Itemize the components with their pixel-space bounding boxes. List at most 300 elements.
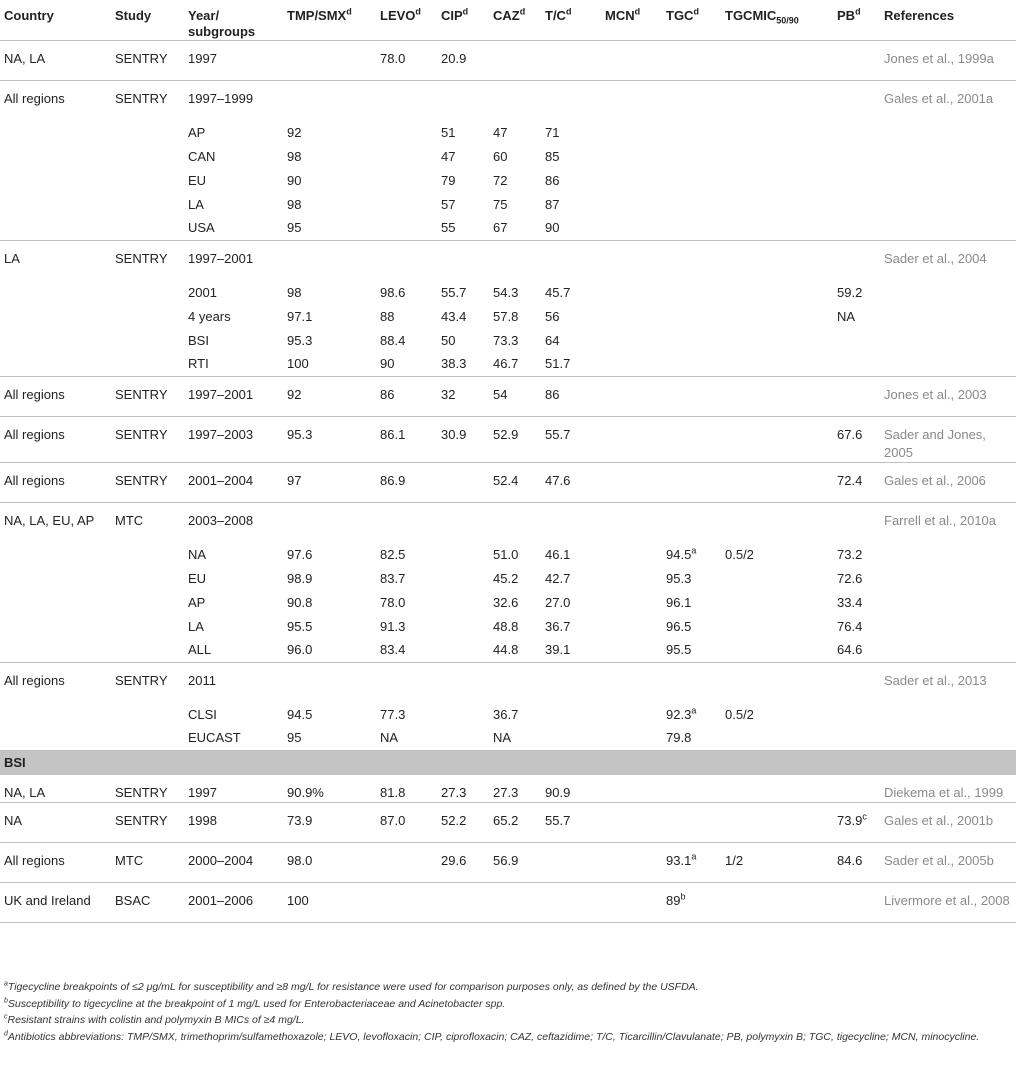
cell-pb: 64.6 (837, 639, 884, 663)
cell-tgcmic (725, 883, 837, 923)
cell-reference (884, 193, 1016, 217)
table-row (0, 663, 1016, 703)
cell-study (115, 217, 188, 241)
cell-study (115, 727, 188, 751)
cell-levo (380, 121, 441, 145)
cell-mcn (605, 883, 666, 923)
cell-tgcmic (725, 775, 837, 803)
cell-study: SENTRY (115, 41, 188, 81)
table-row (0, 121, 1016, 145)
cell-country (0, 353, 115, 377)
cell-mcn (605, 615, 666, 639)
cell-reference: Sader and Jones, 2005 (884, 417, 1016, 463)
cell-tgcmic (725, 615, 837, 639)
cell-study: SENTRY (115, 463, 188, 503)
cell-year: 4 years (188, 308, 231, 324)
table-row (0, 615, 1016, 639)
cell-cip: 38.3 (441, 353, 493, 377)
section-header-bsi (0, 751, 1016, 776)
cell-country: All regions (0, 377, 115, 417)
cell-levo: 81.8 (380, 775, 441, 803)
cell-study: SENTRY (115, 91, 168, 106)
cell-reference (884, 591, 1016, 615)
cell-reference: Gales et al., 2001b (884, 803, 1016, 843)
cell-cip (441, 503, 493, 543)
cell-mcn (605, 663, 666, 703)
cell-mcn (605, 727, 666, 751)
cell-year: EUCAST (188, 727, 287, 751)
cell-reference (884, 305, 1016, 329)
cell-cip: 79 (441, 172, 456, 188)
cell-tmp-smx (287, 503, 380, 543)
cell-tgcmic (725, 377, 837, 417)
cell-pb: 73.9$^c$ (837, 803, 884, 843)
cell-study (115, 145, 188, 169)
cell-pb (837, 217, 884, 241)
cell-tgc (666, 417, 725, 463)
cell-tgcmic (725, 591, 837, 615)
cell-tc (545, 663, 605, 703)
cell-tc: 64 (545, 332, 560, 348)
cell-reference (884, 567, 1016, 591)
cell-study: SENTRY (115, 673, 168, 688)
cell-reference: Sader et al., 2004 (884, 251, 987, 266)
cell-country: All regions (4, 91, 65, 106)
cell-tgcmic: 0.5/2 (725, 706, 754, 722)
cell-tgc (666, 81, 725, 121)
cell-tgc: 92.3$^a$ (666, 705, 697, 722)
cell-pb (837, 377, 884, 417)
cell-caz: 48.8 (493, 618, 519, 634)
table-row (0, 503, 1016, 543)
cell-tmp-smx: 90.8 (287, 594, 313, 610)
cell-cip (441, 703, 493, 727)
cell-study (115, 193, 188, 217)
cell-study: SENTRY (115, 417, 188, 463)
cell-levo: 83.7 (380, 570, 406, 586)
header-year: Year/ subgroups (188, 0, 287, 41)
cell-country: All regions (0, 417, 115, 463)
table-row (0, 775, 1016, 803)
cell-caz (493, 663, 545, 703)
cell-reference (884, 217, 1016, 241)
cell-tmp-smx: 95.3 (287, 417, 380, 463)
cell-study (115, 615, 188, 639)
section-label: BSI (0, 751, 1016, 776)
cell-country: All regions (0, 463, 115, 503)
cell-pb: 73.2 (837, 546, 863, 562)
cell-country (0, 567, 115, 591)
cell-pb (837, 41, 884, 81)
cell-caz (493, 41, 545, 81)
cell-tgcmic (725, 727, 837, 751)
header-study: Study (115, 0, 188, 41)
footnote: $^d$Antibiotics abbreviations: TMP/SMX, trimethoprim/sulfamethoxazole; LEVO, levofloxacin; CIP, ciprofloxacin; CAZ, ceftazidime; T/C, Ticarcillin/Clavulanate; PB, polymyxin B; TGC, tigecycline; MCN, minocycline. (4, 1030, 980, 1044)
cell-country (0, 169, 115, 193)
cell-mcn (605, 503, 666, 543)
cell-tgc: 93.1$^a$ (666, 843, 725, 883)
cell-mcn (605, 81, 666, 121)
cell-caz (493, 241, 545, 281)
cell-levo (380, 193, 441, 217)
cell-reference (884, 121, 1016, 145)
cell-levo (380, 503, 441, 543)
cell-study (115, 639, 188, 663)
cell-pb: 67.6 (837, 417, 884, 463)
cell-reference (884, 145, 1016, 169)
cell-tgcmic (725, 41, 837, 81)
cell-pb (837, 703, 884, 727)
cell-cip: 51 (441, 124, 456, 140)
table-row (0, 169, 1016, 193)
cell-tmp-smx: 96.0 (287, 639, 380, 663)
cell-mcn (605, 417, 666, 463)
cell-pb: 72.4 (837, 463, 884, 503)
cell-tmp-smx: 97 (287, 463, 380, 503)
cell-caz: 60 (493, 148, 508, 164)
cell-tgc (666, 329, 725, 353)
cell-year: 2011 (188, 673, 216, 688)
cell-tc: 90 (545, 217, 605, 241)
cell-tgc: 79.8 (666, 727, 725, 751)
cell-tgc (666, 803, 725, 843)
cell-caz: 51.0 (493, 546, 519, 562)
cell-reference: Diekema et al., 1999 (884, 775, 1016, 803)
header-mcn: MCN$^d$ (605, 0, 666, 41)
cell-study: SENTRY (115, 803, 188, 843)
cell-mcn (605, 281, 666, 305)
cell-country (0, 543, 115, 567)
cell-cip: 29.6 (441, 843, 493, 883)
cell-caz: 47 (493, 124, 508, 140)
cell-cip (441, 727, 493, 751)
cell-year: 1997–2001 (188, 251, 254, 266)
cell-tc: 27.0 (545, 594, 571, 610)
cell-study (115, 305, 188, 329)
cell-cip (441, 241, 493, 281)
cell-reference: Gales et al., 2001a (884, 91, 994, 106)
cell-mcn (605, 169, 666, 193)
cell-levo: 88.4 (380, 332, 406, 348)
cell-cip: 52.2 (441, 803, 493, 843)
cell-year: 1997–2001 (188, 377, 287, 417)
cell-year: 2003–2008 (188, 513, 254, 528)
cell-pb (837, 169, 884, 193)
cell-tc (545, 843, 605, 883)
cell-tc: 90.9 (545, 775, 605, 803)
cell-pb: 84.6 (837, 843, 884, 883)
cell-study (115, 591, 188, 615)
table-row (0, 217, 1016, 241)
cell-tgcmic (725, 145, 837, 169)
cell-country (0, 329, 115, 353)
cell-year: AP (188, 124, 206, 140)
header-tgcmic: $TGCMIC_{50/90}$ (725, 0, 837, 41)
cell-tmp-smx: 98 (287, 196, 302, 212)
cell-year: ALL (188, 639, 287, 663)
cell-caz: 56.9 (493, 843, 545, 883)
cell-pb: 72.6 (837, 570, 863, 586)
cell-tgc (666, 463, 725, 503)
cell-tc: 36.7 (545, 618, 571, 634)
cell-tgcmic (725, 241, 837, 281)
table-row (0, 463, 1016, 503)
cell-reference (884, 639, 1016, 663)
cell-mcn (605, 305, 666, 329)
table-row (0, 329, 1016, 353)
cell-study: MTC (115, 513, 144, 528)
cell-levo (380, 241, 441, 281)
cell-levo: 77.3 (380, 706, 406, 722)
cell-country (0, 121, 115, 145)
cell-reference (884, 615, 1016, 639)
footnote: $^b$Susceptibility to tigecycline at the breakpoint of 1 mg/L used for Enterobacteriaceae and Acinetobacter spp. (4, 997, 506, 1010)
cell-mcn (605, 843, 666, 883)
cell-tgc (666, 217, 725, 241)
cell-pb (837, 329, 884, 353)
cell-tmp-smx: 98.9 (287, 570, 313, 586)
cell-tgc (666, 353, 725, 377)
cell-pb: 33.4 (837, 594, 863, 610)
cell-tgc (666, 169, 725, 193)
table-row (0, 703, 1016, 727)
cell-mcn (605, 567, 666, 591)
cell-tgc (666, 503, 725, 543)
cell-cip (441, 463, 493, 503)
cell-pb (837, 663, 884, 703)
cell-tc (545, 883, 605, 923)
cell-study (115, 567, 188, 591)
header-tmp-smx: TMP/SMX$^d$ (287, 0, 380, 41)
cell-tc (545, 81, 605, 121)
table-row (0, 727, 1016, 751)
cell-year: 2000–2004 (188, 843, 287, 883)
cell-tmp-smx (287, 241, 380, 281)
cell-study (115, 353, 188, 377)
cell-reference (884, 169, 1016, 193)
cell-cip: 47 (441, 148, 456, 164)
cell-tmp-smx: 100 (287, 883, 380, 923)
cell-study (115, 543, 188, 567)
cell-tc: 46.1 (545, 546, 571, 562)
table-row (0, 281, 1016, 305)
cell-tgcmic (725, 281, 837, 305)
cell-reference (884, 703, 1016, 727)
cell-caz: 72 (493, 172, 508, 188)
cell-levo: 98.6 (380, 284, 406, 300)
cell-cip: 55.7 (441, 284, 467, 300)
cell-country: NA (0, 803, 115, 843)
cell-levo: 86.1 (380, 417, 441, 463)
table-row (0, 193, 1016, 217)
cell-tc: 86 (545, 377, 605, 417)
cell-pb (837, 121, 884, 145)
cell-year: 2001–2004 (188, 463, 287, 503)
cell-country (0, 193, 115, 217)
cell-cip (441, 543, 493, 567)
cell-reference: Sader et al., 2013 (884, 673, 987, 688)
cell-pb (837, 145, 884, 169)
cell-tmp-smx: 95.3 (287, 332, 313, 348)
cell-caz: 32.6 (493, 594, 519, 610)
table-row (0, 353, 1016, 377)
cell-caz: 52.4 (493, 463, 545, 503)
cell-tgcmic (725, 463, 837, 503)
cell-year: 1997–2003 (188, 417, 287, 463)
cell-pb (837, 503, 884, 543)
cell-country: All regions (0, 843, 115, 883)
cell-tmp-smx: 73.9 (287, 803, 380, 843)
cell-tgcmic (725, 169, 837, 193)
header-row (0, 0, 1016, 41)
cell-tgcmic (725, 639, 837, 663)
cell-reference: Farrell et al., 2010a (884, 513, 997, 528)
cell-tmp-smx (287, 41, 380, 81)
cell-tgc (666, 775, 725, 803)
cell-year: RTI (188, 353, 287, 377)
table-row (0, 241, 1016, 281)
cell-country (0, 639, 115, 663)
cell-tc: 86 (545, 172, 560, 188)
cell-levo: 78.0 (380, 594, 406, 610)
cell-tgc (666, 41, 725, 81)
header-levo: LEVO$^d$ (380, 0, 441, 41)
cell-tgcmic (725, 121, 837, 145)
cell-year: BSI (188, 332, 209, 348)
cell-reference (884, 727, 1016, 751)
cell-tmp-smx: 95 (287, 727, 380, 751)
cell-cip (441, 883, 493, 923)
cell-pb (837, 193, 884, 217)
cell-mcn (605, 241, 666, 281)
cell-year: 1998 (188, 803, 287, 843)
cell-levo: 90 (380, 353, 441, 377)
cell-tgc (666, 663, 725, 703)
cell-study: SENTRY (115, 775, 188, 803)
cell-mcn (605, 591, 666, 615)
cell-tgcmic: 1/2 (725, 843, 837, 883)
cell-tc: 51.7 (545, 353, 605, 377)
cell-mcn (605, 329, 666, 353)
cell-pb (837, 241, 884, 281)
cell-tc (545, 503, 605, 543)
cell-pb: 59.2 (837, 284, 863, 300)
cell-cip: 55 (441, 217, 493, 241)
cell-caz: 52.9 (493, 417, 545, 463)
table-row (0, 543, 1016, 567)
cell-tmp-smx: 95 (287, 217, 380, 241)
cell-caz: 75 (493, 196, 508, 212)
cell-country: UK and Ireland (0, 883, 115, 923)
cell-caz: 54.3 (493, 284, 519, 300)
cell-country: NA, LA (0, 41, 115, 81)
cell-tc (545, 241, 605, 281)
cell-year: CAN (188, 148, 216, 164)
table-row (0, 417, 1016, 463)
cell-year: 2001–2006 (188, 883, 287, 923)
cell-caz (493, 883, 545, 923)
cell-study (115, 329, 188, 353)
cell-pb (837, 883, 884, 923)
cell-year: 1997 (188, 775, 287, 803)
cell-levo (380, 843, 441, 883)
cell-pb (837, 81, 884, 121)
cell-year: NA (188, 546, 207, 562)
cell-caz: 36.7 (493, 706, 519, 722)
header-tgc: TGC$^d$ (666, 0, 725, 41)
cell-tc (545, 41, 605, 81)
cell-tgc: 89$^b$ (666, 883, 725, 923)
cell-tmp-smx: 92 (287, 124, 302, 140)
cell-country (0, 591, 115, 615)
cell-country (0, 281, 115, 305)
cell-levo: 86 (380, 377, 441, 417)
header-caz: CAZ$^d$ (493, 0, 545, 41)
cell-levo (380, 169, 441, 193)
cell-year: EU (188, 172, 207, 188)
cell-reference: Sader et al., 2005b (884, 843, 1016, 883)
cell-reference: Jones et al., 2003 (884, 377, 1016, 417)
header-tc: $T/C^d$ (545, 0, 605, 41)
cell-tgcmic (725, 417, 837, 463)
cell-tmp-smx: 95.5 (287, 618, 313, 634)
cell-levo: 87.0 (380, 803, 441, 843)
cell-tgc: 96.1 (666, 594, 692, 610)
cell-caz: 44.8 (493, 639, 545, 663)
cell-country (0, 305, 115, 329)
cell-study (115, 121, 188, 145)
cell-tgcmic (725, 567, 837, 591)
cell-tmp-smx: 100 (287, 353, 380, 377)
cell-tgc (666, 377, 725, 417)
cell-cip: 32 (441, 377, 493, 417)
cell-tmp-smx: 90.9% (287, 775, 380, 803)
cell-reference: Livermore et al., 2008 (884, 883, 1016, 923)
cell-reference (884, 329, 1016, 353)
cell-pb (837, 775, 884, 803)
cell-study (115, 281, 188, 305)
cell-cip (441, 663, 493, 703)
cell-tgcmic (725, 329, 837, 353)
cell-tgc (666, 193, 725, 217)
cell-caz: 65.2 (493, 803, 545, 843)
cell-mcn (605, 543, 666, 567)
cell-tgc: 95.3 (666, 570, 692, 586)
cell-cip (441, 81, 493, 121)
cell-tmp-smx: 98 (287, 148, 302, 164)
cell-cip: 30.9 (441, 417, 493, 463)
cell-tgcmic (725, 503, 837, 543)
cell-levo (380, 663, 441, 703)
cell-tgcmic (725, 353, 837, 377)
cell-tmp-smx: 90 (287, 172, 302, 188)
cell-caz: 46.7 (493, 353, 545, 377)
cell-study: SENTRY (115, 251, 168, 266)
cell-tgc: 95.5 (666, 639, 725, 663)
cell-reference (884, 353, 1016, 377)
cell-caz (493, 81, 545, 121)
header-cip: CIP$^d$ (441, 0, 493, 41)
cell-mcn (605, 217, 666, 241)
table-row (0, 567, 1016, 591)
header-country: Country (0, 0, 115, 41)
cell-tc (545, 703, 605, 727)
cell-mcn (605, 639, 666, 663)
cell-country (0, 703, 115, 727)
cell-tgcmic (725, 305, 837, 329)
cell-tgc (666, 241, 725, 281)
cell-tgc (666, 305, 725, 329)
